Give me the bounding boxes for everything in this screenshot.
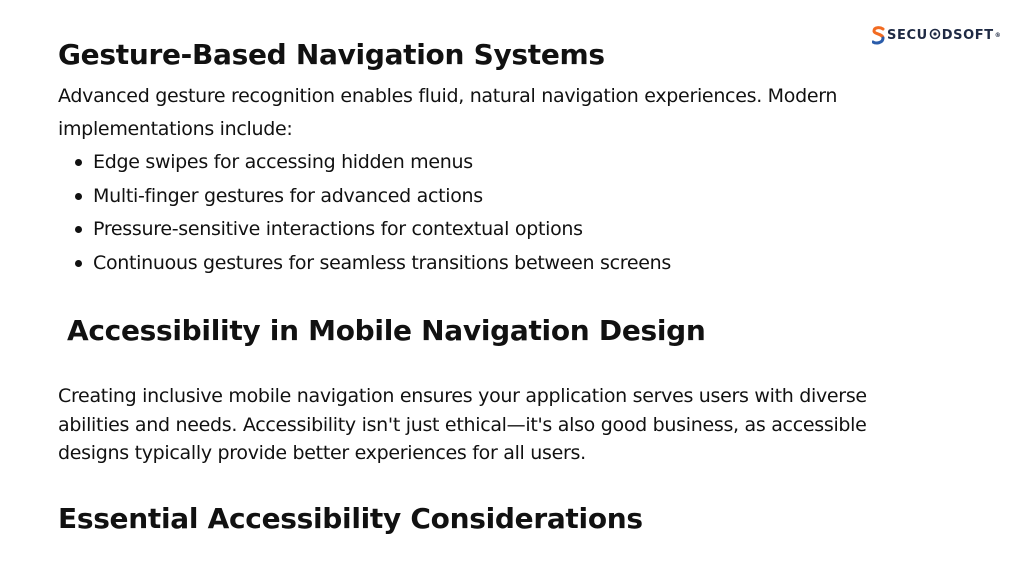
bullet-icon xyxy=(75,159,82,166)
bullet-icon xyxy=(75,260,82,267)
accessibility-heading: Accessibility in Mobile Navigation Design xyxy=(67,314,706,347)
bullet-icon xyxy=(75,193,82,200)
list-item xyxy=(58,146,671,180)
considerations-heading: Essential Accessibility Considerations xyxy=(58,502,643,535)
logo-registered-mark: ® xyxy=(994,32,1002,39)
list-item-text: Continuous gestures for seamless transitions between screens xyxy=(93,252,671,275)
list-item xyxy=(58,213,671,247)
logo-s-icon xyxy=(872,26,885,46)
list-item-text: Multi-finger gestures for advanced actions xyxy=(93,184,483,207)
logo-text: SECU DSOFT® xyxy=(887,28,1002,43)
gesture-navigation-intro: Advanced gesture recognition enables fluid, natural navigation experiences. Modern implementations include: xyxy=(58,85,838,140)
bullet-icon xyxy=(75,226,82,233)
list-item-text: Edge swipes for accessing hidden menus xyxy=(93,151,473,173)
brand-logo xyxy=(872,25,1001,47)
logo-gear-icon xyxy=(929,28,941,40)
list-item-text: Pressure-sensitive interactions for contextual options xyxy=(93,218,583,241)
gesture-navigation-heading: Gesture-Based Navigation Systems xyxy=(58,38,605,71)
list-item xyxy=(58,247,671,281)
gesture-list xyxy=(58,146,671,281)
list-item xyxy=(58,180,671,214)
accessibility-paragraph: Creating inclusive mobile navigation ensures your application serves users with diverse abilities and needs. Accessibility isn't just ethical—it's also good business, as accessible designs typically provide better experiences for all users. xyxy=(58,385,867,464)
